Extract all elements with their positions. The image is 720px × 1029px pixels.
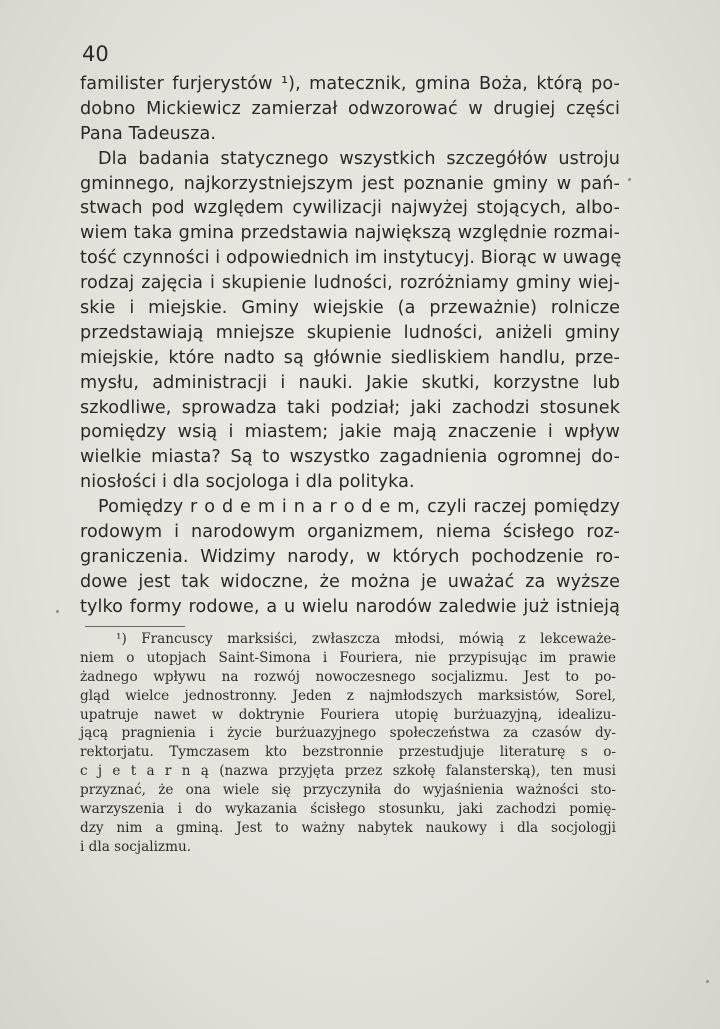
footnote-line: przyznać, że ona wiele się przyczyniła do wyjaśnienia ważności sto- (80, 782, 616, 799)
body-line: graniczenia. Widzimy narody, w których pochodzenie ro- (80, 546, 620, 567)
footnote-line: gląd wielce jednostronny. Jeden z najmłodszych marksistów, Sorel, (80, 687, 616, 704)
footnote-line: c j e t a r n ą (nazwa przyjęta przez szkołę falansterską), ten musi (80, 763, 616, 780)
body-text (80, 72, 620, 620)
body-line: pomiędzy wsią i miastem; jakie mają znaczenie i wpływ (80, 422, 620, 443)
body-line: tość czynności i odpowiednich im instytucyj. Biorąc w uwagę (80, 248, 622, 269)
body-line: rodzaj zajęcia i skupienie ludności, rozróżniamy gminy wiej- (80, 273, 620, 294)
paper-speck (628, 178, 631, 181)
footnote-line: ¹) Francuscy marksiści, zwłaszcza młodsi, mówią z lekceważe- (116, 631, 616, 647)
footnote-line: warzyszenia i do wykazania ścisłego stosunku, jaki zachodzi pomię- (80, 801, 616, 818)
footnote-line: jącą pragnienia i życie burżuazyjnego społeczeństwa za czasów dy- (80, 725, 616, 742)
footnote-line: niem o utopjach Saint-Simona i Fouriera, nie przypisując im prawie (80, 649, 616, 666)
footnote-divider (85, 626, 185, 627)
body-line: dowe jest tak widoczne, że można je uważać za wyższe (80, 571, 620, 592)
footnote-line: dzy nim a gminą. Jest to ważny nabytek naukowy i dla socjologji (80, 819, 616, 836)
body-line: tylko formy rodowe, a u wielu narodów zaledwie już istnieją (80, 596, 620, 617)
paper-speck (56, 610, 59, 613)
body-line: gminnego, najkorzystniejszym jest poznanie gminy w pań- (80, 173, 620, 194)
body-line: skie i miejskie. Gminy wiejskie (a przeważnie) rolnicze (80, 298, 620, 319)
body-line: wielkie miasta? Są to wszystko zagadnienia ogromnej do- (80, 447, 620, 468)
footnote-line: żadnego wpływu na rozwój nowoczesnego socjalizmu. Jest to po- (80, 668, 616, 685)
body-line: familister furjerystów ¹), matecznik, gmina Boża, którą po- (80, 74, 620, 94)
body-line: dobno Mickiewicz zamierzał odwzorować w drugiej części (80, 98, 620, 119)
body-line: wiem taka gmina przedstawia największą względnie rozmai- (80, 223, 620, 244)
footnote-line: rektorjatu. Tymczasem kto bezstronnie przestudjuje literaturę s o- (80, 744, 616, 761)
body-line: Pana Tadeusza. (80, 123, 217, 144)
footnote (80, 630, 616, 857)
footnote-line: i dla socjalizmu. (80, 838, 192, 855)
body-line: niosłości i dla socjologa i dla polityka. (80, 472, 415, 493)
page-number: 40 (82, 42, 109, 66)
body-line: szkodliwe, sprowadza taki podział; jaki zachodzi stosunek (80, 397, 620, 418)
footnote-line: upatruje nawet w doktrynie Fouriera utopię burżuazyjną, idealizu- (80, 706, 616, 723)
body-line: miejskie, które nadto są głównie siedliskiem handlu, prze- (80, 347, 620, 368)
body-line: rodowym i narodowym organizmem, niema ścisłego roz- (80, 522, 620, 543)
body-line: stwach pod względem cywilizacji najwyżej stojących, albo- (80, 198, 620, 219)
body-line: przedstawiają mniejsze skupienie ludności, aniżeli gminy (80, 322, 620, 343)
body-line: Pomiędzy r o d e m i n a r o d e m, czyli raczej pomiędzy (98, 497, 620, 518)
paper-speck (706, 980, 709, 983)
body-line: mysłu, administracji i nauki. Jakie skutki, korzystne lub (80, 372, 620, 393)
body-line: Dla badania statycznego wszystkich szczegółów ustroju (98, 148, 620, 169)
